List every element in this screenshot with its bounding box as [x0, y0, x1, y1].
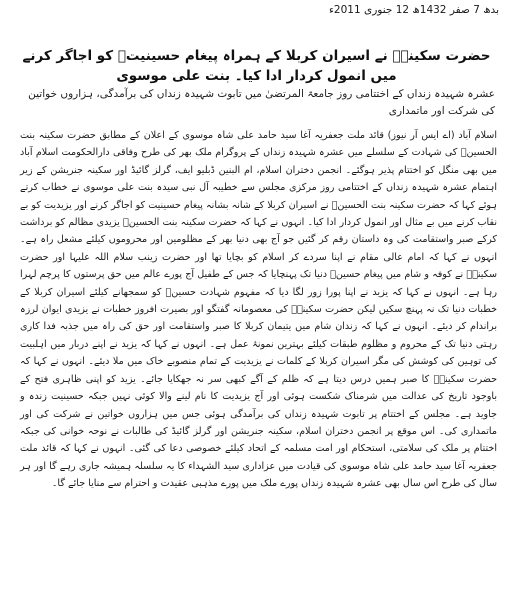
article-paragraph: اسلام آباد (اے ایس آر نیوز) قائد ملت جعفریہ آغا سید حامد علی شاہ موسوی کے اعلان کے مطابق حضرت سکینہ بنت الحسینؑ کی شہادت کے سلسلے میں عشرہ شہیدہ زنداں کے پروگرام ملک بھر کی طرح وفاقی دارالحکومت اسلام آباد میں بھی منگل کو اختتام پذیر ہوگئے۔ انجمن دختران اسلام، ام البنین ڈبلیو ایف، گرلز گائیڈ اور سکینہ جنریشن کے زیر اہتمام عشرہ شہیدہ زنداں کے اختتامی روز مرکزی مجلس سے خطیبہ آل نبی سیدہ بنت علی موسوی نے خطاب کرتے ہوئے کہا کہ حضرت سکینہ بنت الحسینؑ نے اسیران کربلا کے شانہ بشانہ پیغام حسینیت کو اجاگر کرنے اور یزیدیت کو بے نقاب کرنے میں بے مثال اور انمول کردار ادا کیا۔ انہوں نے کہا کہ حضرت سکینہ بنت الحسینؑ یزیدی مظالم کو برداشت کرکے صبر واستقامت کی وہ داستان رقم کر گئیں جو آج بھی دنیا بھر کے مظلومین اور محروموں کیلئے مشعل راہ ہے۔ انہوں نے کہا کہ امام عالی مقام نے اپنا سردے کر اسلام کو بچایا تھا اور حضرت زینب سلام اللہ علیہا اور حضرت سکینہؑ نے کوفہ و شام میں پیغام حسینؑ دنیا تک پہنچایا کہ جس کے طفیل آج پورے عالم میں حق پرستوں کا پرچم لہرا رہا ہے۔ انہوں نے کہا کہ یزید نے اپنا پورا زور لگا دیا کہ مفہوم شہادت حسینؑ کو سمجھانے کیلئے اسیران کربلا کے خطبات دنیا تک نہ پہنچ سکیں لیکن حضرت سکینہؑ کی معصومانہ گفتگو اور بصیرت افروز خطبات نے یزیدی ایوان لرزہ براندام کر دیئے۔ انہوں نے کہا کہ زندان شام میں یتیمان کربلا کا صبر واستقامت اور حق کی راہ میں جذبہ فدا کاری رہتی دنیا تک کے محروم و مظلوم طبقات کیلئے بہترین نمونۂ عمل ہے۔ انہوں نے کہا کہ یزید نے اپنے دربار میں اہلبیت کی توہین کی کوشش کی مگر اسیران کربلا کے کلمات نے یزیدیت کے تمام منصوبے خاک میں ملا دیئے۔ انہوں نے کہا کہ حضرت سکینہؑ کا صبر ہمیں درس دیتا ہے کہ ظلم کے آگے کبھی سر نہ جھکایا جائے۔ یزید کو اپنی ظاہری فتح کے باوجود تاریخ کی عدالت میں شرمناک شکست ہوئی اور آج یزیدیت کا نام لینے والا کوئی نہیں جبکہ حسینیت زندہ و جاوید ہے۔ مجلس کے اختتام پر تابوت شہیدہ زنداں کی برآمدگی ہوئی جس میں ہزاروں خواتین نے شرکت کی اور ماتمداری کی۔ اس موقع پر انجمن دختران اسلام، سکینہ جنریشن اور گرلز گائیڈ کی طالبات نے نوحہ خوانی کی جبکہ اختتام پر ملک کی سلامتی، استحکام اور امت مسلمہ کے اتحاد کیلئے خصوصی دعا کی گئی۔ انہوں نے کہا کہ قائد ملت جعفریہ آغا سید حامد علی شاہ موسوی کی قیادت میں عزاداری سید الشہداء کا یہ سلسلہ ہمیشہ جاری رہے گا اور ہر سال کی طرح اس سال بھی عشرہ شہیدہ زنداں پورے ملک میں پورے مذہبی عقیدت و احترام سے منایا جائے گا۔ — [20, 130, 497, 490]
article-subhead: عشرہ شہیدہ زنداں کے اختتامی روز جامعۃ المرتضیٰ میں تابوت شہیدہ زنداں کی برآمدگی، ہزاروں خواتین کی شرکت اور ماتمداری — [28, 88, 495, 117]
article-headline: حضرت سکینہؑ نے اسیران کربلا کے ہمراہ پیغام حسینیتؑ کو اجاگر کرنے میں انمول کردار ادا کیا۔ بنت علی موسوی — [22, 48, 491, 84]
dateline: بدھ 7 صفر 1432ھ 12 جنوری 2011ء — [328, 4, 499, 16]
article-body — [20, 127, 497, 493]
